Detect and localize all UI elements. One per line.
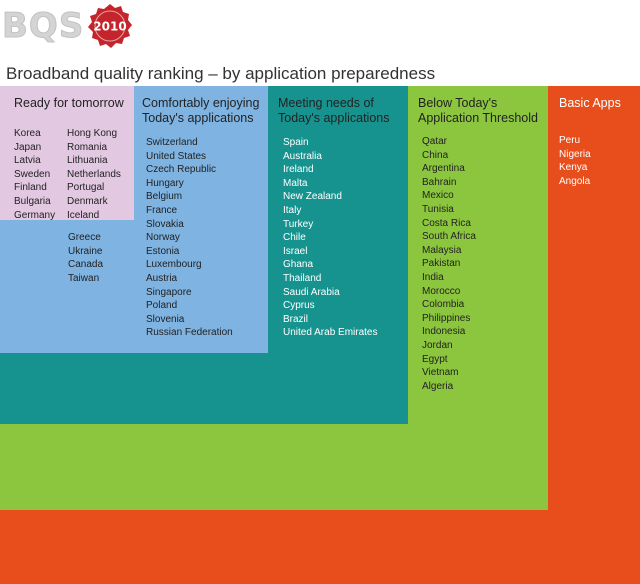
country-item: Slovenia <box>146 313 185 325</box>
country-item: Brazil <box>283 313 309 325</box>
country-item: Sweden <box>14 168 51 180</box>
country-item: Norway <box>146 232 180 244</box>
country-item: Latvia <box>14 155 41 167</box>
tier-basic-heading: Basic Apps <box>559 96 621 110</box>
country-item: Kenya <box>559 162 588 174</box>
country-item: Netherlands <box>67 168 121 180</box>
tier-ready-heading: Ready for tomorrow <box>14 96 124 110</box>
country-item: Ghana <box>283 259 314 271</box>
country-item: Romania <box>67 141 108 153</box>
tier-below-heading-line2: Application Threshold <box>418 111 538 125</box>
country-item: Finland <box>14 182 47 194</box>
country-item: Russian Federation <box>146 327 233 339</box>
country-item: Philippines <box>422 312 471 324</box>
tier-basic-list <box>559 134 591 188</box>
country-item: Angola <box>559 175 591 187</box>
country-item: Malaysia <box>422 244 462 256</box>
country-item: Ireland <box>283 164 314 176</box>
country-item: Morocco <box>422 285 461 297</box>
country-item: Korea <box>14 128 41 139</box>
country-item: Pakistan <box>422 258 461 270</box>
tier-ready-list-1 <box>14 127 55 222</box>
tier-below-heading-line1: Below Today's <box>418 96 498 110</box>
country-item: France <box>146 204 178 216</box>
country-item: Egypt <box>422 353 448 365</box>
country-item: Vietnam <box>422 367 459 379</box>
country-item: Jordan <box>422 339 453 351</box>
country-item: Germany <box>14 209 56 221</box>
tier-comfortable-list <box>146 136 233 340</box>
tier-meeting-list <box>283 136 378 340</box>
country-item: Costa Rica <box>422 217 471 229</box>
country-item: Belgium <box>146 191 183 203</box>
country-item: Qatar <box>422 136 448 147</box>
country-item: Denmark <box>67 195 108 207</box>
country-item: Luxembourg <box>146 259 202 271</box>
country-item: Algeria <box>422 380 454 392</box>
country-item: Tunisia <box>422 203 454 215</box>
tier-comfortable-heading-line2: Today's applications <box>142 111 254 125</box>
country-item: Taiwan <box>68 272 100 284</box>
country-item: Thailand <box>283 272 322 284</box>
country-item: Saudi Arabia <box>283 286 340 298</box>
country-item: United States <box>146 150 207 162</box>
country-item: Turkey <box>283 218 314 230</box>
country-item: Poland <box>146 300 178 312</box>
tier-meeting-heading-line2: Today's applications <box>278 111 390 125</box>
country-item: United Arab Emirates <box>283 327 378 339</box>
country-item: Slovakia <box>146 218 184 230</box>
logo-wordmark: BQS <box>2 6 85 46</box>
tier-comfortable-heading-line1: Comfortably enjoying <box>142 96 260 110</box>
country-item: Spain <box>283 137 309 148</box>
country-item: Japan <box>14 141 42 153</box>
country-item: Hungary <box>146 177 184 189</box>
country-item: Singapore <box>146 286 192 298</box>
country-item: Argentina <box>422 163 465 175</box>
seal-icon <box>86 2 134 50</box>
country-item: Ukraine <box>68 245 103 257</box>
country-item: Cyprus <box>283 300 315 312</box>
country-item: Peru <box>559 135 581 146</box>
country-item: Mexico <box>422 190 454 202</box>
tier-comfortable-heading <box>142 96 259 126</box>
country-item: Bulgaria <box>14 195 51 207</box>
tier-below-heading <box>418 96 538 126</box>
country-item: Italy <box>283 204 302 216</box>
tier-ready-list-2 <box>67 127 121 222</box>
page-title: Broadband quality ranking – by application preparedness <box>6 64 436 83</box>
country-item: South Africa <box>422 231 476 243</box>
country-item: Chile <box>283 232 306 244</box>
country-item: Hong Kong <box>67 128 118 139</box>
country-item: Malta <box>283 177 308 189</box>
country-item: Colombia <box>422 299 465 311</box>
seal-year: 2010 <box>93 19 127 34</box>
country-item: Australia <box>283 150 322 162</box>
country-item: Indonesia <box>422 326 466 338</box>
country-item: Canada <box>68 259 104 271</box>
country-item: Portugal <box>67 182 105 194</box>
country-item: Israel <box>283 245 308 257</box>
country-item: Austria <box>146 272 178 284</box>
country-item: Lithuania <box>67 155 108 167</box>
country-item: Czech Republic <box>146 164 217 176</box>
tier-comfortable-spill-list <box>68 231 103 285</box>
country-item: India <box>422 271 444 283</box>
country-item: Nigeria <box>559 148 591 160</box>
bqs-logo <box>2 2 132 52</box>
country-item: China <box>422 149 449 161</box>
tier-below-list <box>422 135 476 393</box>
country-item: Switzerland <box>146 137 198 148</box>
country-item: Iceland <box>67 209 100 221</box>
tier-meeting-heading-line1: Meeting needs of <box>278 96 374 110</box>
tier-meeting-heading <box>278 96 389 126</box>
country-item: Bahrain <box>422 176 457 188</box>
country-item: New Zealand <box>283 191 342 203</box>
country-item: Estonia <box>146 245 180 257</box>
country-item: Greece <box>68 232 101 243</box>
